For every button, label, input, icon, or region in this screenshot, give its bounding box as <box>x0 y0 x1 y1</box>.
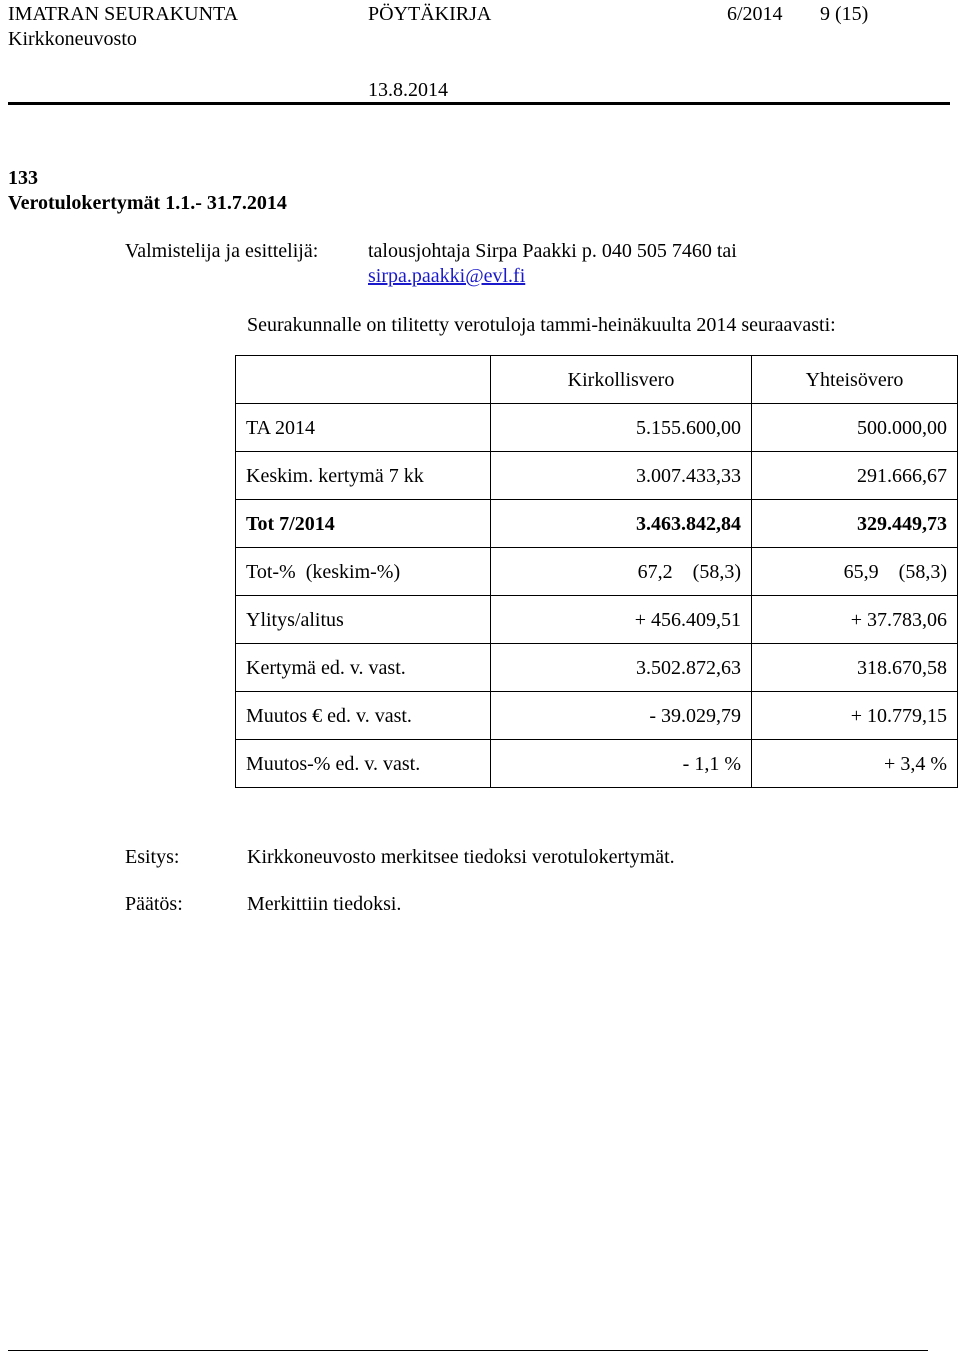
governing-body: Kirkkoneuvosto <box>8 28 137 50</box>
row-label: Keskim. kertymä 7 kk <box>236 452 491 500</box>
organization-name: IMATRAN SEURAKUNTA <box>8 3 239 25</box>
footer-rule <box>8 1350 928 1351</box>
table-row <box>236 500 958 548</box>
decision-text: Merkittiin tiedoksi. <box>247 893 402 915</box>
preparer-email-link[interactable]: sirpa.paakki@evl.fi <box>368 265 526 287</box>
meeting-date: 13.8.2014 <box>368 79 448 101</box>
table-row <box>236 404 958 452</box>
kirkollisvero-average-percent: (58,3) <box>692 560 741 583</box>
header-cell-yhteisovero: Yhteisövero <box>752 356 958 404</box>
row-label: Ylitys/alitus <box>236 596 491 644</box>
header-cell-kirkollisvero: Kirkollisvero <box>491 356 752 404</box>
header-rule <box>8 102 950 105</box>
yhteisovero-percent: 65,9 <box>843 560 879 583</box>
document-type: PÖYTÄKIRJA <box>368 3 492 25</box>
table-row <box>236 596 958 644</box>
kirkollisvero-value: + 456.409,51 <box>491 596 752 644</box>
proposal-label: Esitys: <box>125 846 180 868</box>
kirkollisvero-value: 3.007.433,33 <box>491 452 752 500</box>
kirkollisvero-percent-cell <box>491 548 752 596</box>
yhteisovero-average-percent: (58,3) <box>898 560 947 583</box>
document-number: 6/2014 <box>727 3 783 25</box>
table-row <box>236 644 958 692</box>
kirkollisvero-value: 3.463.842,84 <box>491 500 752 548</box>
table-row <box>236 692 958 740</box>
yhteisovero-value: + 37.783,06 <box>752 596 958 644</box>
kirkollisvero-value: - 39.029,79 <box>491 692 752 740</box>
table-row <box>236 548 958 596</box>
yhteisovero-value: + 10.779,15 <box>752 692 958 740</box>
yhteisovero-value: 318.670,58 <box>752 644 958 692</box>
row-label: Muutos-% ed. v. vast. <box>236 740 491 788</box>
yhteisovero-percent-cell <box>752 548 958 596</box>
row-label: Muutos € ed. v. vast. <box>236 692 491 740</box>
row-label: Tot-% (keskim-%) <box>236 548 491 596</box>
kirkollisvero-value: 3.502.872,63 <box>491 644 752 692</box>
kirkollisvero-value: 5.155.600,00 <box>491 404 752 452</box>
kirkollisvero-percent: 67,2 <box>637 560 673 583</box>
tax-revenue-table <box>235 355 958 788</box>
table-header-row <box>236 356 958 404</box>
preparer-text: talousjohtaja Sirpa Paakki p. 040 505 7460 tai <box>368 240 737 262</box>
row-label: TA 2014 <box>236 404 491 452</box>
proposal-text: Kirkkoneuvosto merkitsee tiedoksi verotulokertymät. <box>247 846 675 868</box>
table-row <box>236 452 958 500</box>
page-number: 9 (15) <box>820 3 869 25</box>
header-cell-empty <box>236 356 491 404</box>
row-label: Kertymä ed. v. vast. <box>236 644 491 692</box>
table-row <box>236 740 958 788</box>
row-label: Tot 7/2014 <box>236 500 491 548</box>
yhteisovero-value: 329.449,73 <box>752 500 958 548</box>
yhteisovero-value: + 3,4 % <box>752 740 958 788</box>
preparer-label: Valmistelija ja esittelijä: <box>125 240 319 262</box>
decision-label: Päätös: <box>125 893 183 915</box>
yhteisovero-value: 291.666,67 <box>752 452 958 500</box>
section-number: 133 <box>8 167 38 189</box>
section-title: Verotulokertymät 1.1.- 31.7.2014 <box>8 192 287 214</box>
intro-text: Seurakunnalle on tilitetty verotuloja tammi-heinäkuulta 2014 seuraavasti: <box>247 314 836 336</box>
yhteisovero-value: 500.000,00 <box>752 404 958 452</box>
kirkollisvero-value: - 1,1 % <box>491 740 752 788</box>
